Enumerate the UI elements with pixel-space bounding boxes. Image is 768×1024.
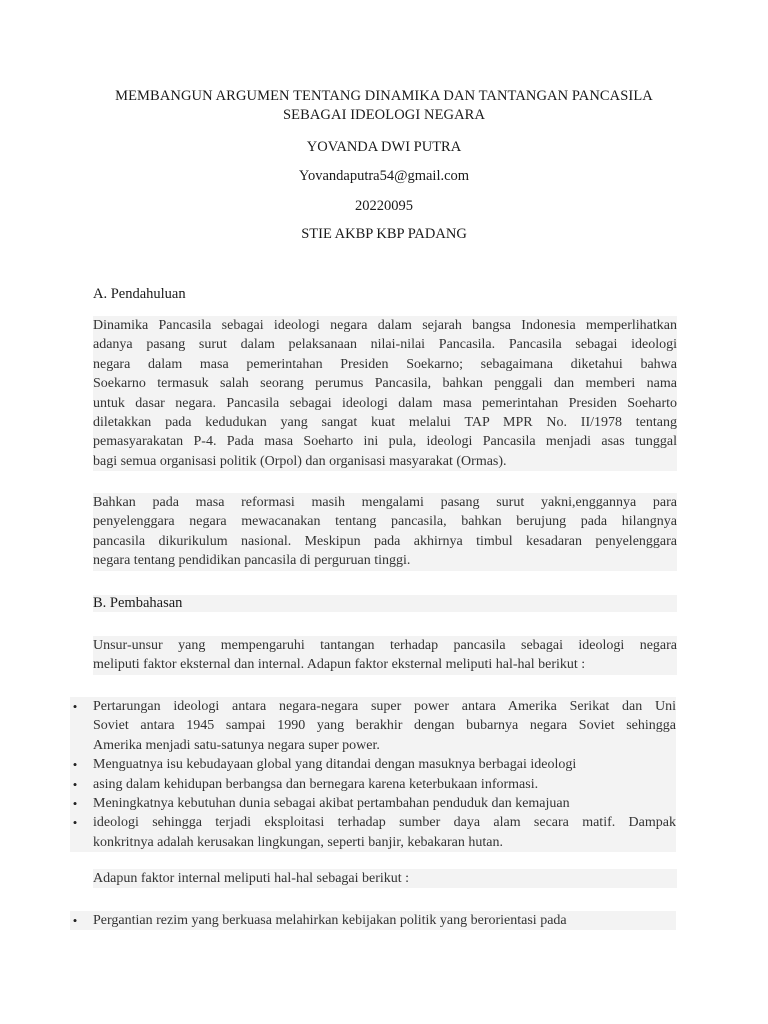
student-id: 20220095 <box>355 198 413 214</box>
text-line: Unsur-unsur yang mempengaruhi tantangan terhadap pancasila sebagai ideologi negara <box>93 638 677 653</box>
text-line: untuk dasar negara. Pancasila sebagai ideologi dalam masa pemerintahan Presiden Soeharto <box>93 395 677 411</box>
list-item <box>70 697 676 736</box>
list-item-continuation <box>70 736 676 755</box>
section-a-paragraph-2 <box>93 493 677 571</box>
section-a-heading: A. Pendahuluan <box>93 286 186 302</box>
text-line: Soviet antara 1945 sampai 1990 yang berakhir dengan bubarnya negara Soviet sehingga <box>93 718 676 734</box>
text-line: Meningkatnya kebutuhan dunia sebagai akibat pertambahan penduduk dan kemajuan <box>93 796 570 812</box>
text-line: Menguatnya isu kebudayaan global yang ditandai dengan masuknya berbagai ideologi <box>93 757 577 773</box>
text-line: penyelenggara negara mewacanakan tentang pancasila, bahkan berujung pada hilangnya <box>93 514 677 530</box>
institution-name: STIE AKBP KBP PADANG <box>301 226 467 242</box>
text-line: Pergantian rezim yang berkuasa melahirkan kebijakan politik yang berorientasi pada <box>93 913 567 928</box>
list-item <box>70 775 676 794</box>
list-item <box>70 911 676 930</box>
text-line: konkritnya adalah kerusakan lingkungan, seperti banjir, kebakaran hutan. <box>93 834 503 850</box>
text-line: ideologi sehingga terjadi eksploitasi terhadap sumber daya alam secara matif. Dampak <box>93 815 676 831</box>
title-line-2: SEBAGAI IDEOLOGI NEGARA <box>282 107 486 123</box>
text-line: negara dalam masa pemerintahan Presiden Soekarno; sebagaimana diketahui bahwa <box>93 356 677 372</box>
external-factors-list <box>70 697 676 852</box>
bullet-icon: • <box>72 776 78 792</box>
author-name: YOVANDA DWI PUTRA <box>306 139 462 155</box>
text-line: Amerika menjadi satu-satunya negara super power. <box>93 737 380 753</box>
section-a-paragraph-1 <box>93 316 677 471</box>
section-b-intro <box>93 636 677 675</box>
author-email: Yovandaputra54@gmail.com <box>298 168 470 184</box>
list-item <box>70 794 676 813</box>
text-line: asing dalam kehidupan berbangsa dan bernegara karena keterbukaan informasi. <box>93 776 539 792</box>
text-line: Adapun faktor internal meliputi hal-hal sebagai berikut : <box>93 871 410 886</box>
bullet-icon: • <box>72 757 78 773</box>
list-item <box>70 813 676 852</box>
bullet-icon: • <box>72 815 78 831</box>
section-b-heading: B. Pembahasan <box>93 595 677 612</box>
text-line: adanya pasang surut dalam pelaksanaan nilai-nilai Pancasila. Pancasila sebagai ideologi <box>93 337 677 353</box>
text-line: meliputi faktor eksternal dan internal. Adapun faktor eksternal meliputi hal-hal berikut : <box>93 657 586 673</box>
title-line-1: MEMBANGUN ARGUMEN TENTANG DINAMIKA DAN TANTANGAN PANCASILA <box>115 88 653 104</box>
list-item <box>70 755 676 774</box>
text-line: negara tentang pendidikan pancasila di perguruan tinggi. <box>93 553 411 569</box>
internal-factors-intro <box>93 869 677 888</box>
text-line: Dinamika Pancasila sebagai ideologi negara dalam sejarah bangsa Indonesia memperlihatkan <box>93 318 677 333</box>
text-line: pancasila dikurikulum nasional. Meskipun pada akhirnya timbul kesadaran penyelenggara <box>93 533 677 549</box>
text-line: pemasyarakatan P-4. Pada masa Soeharto ini pula, ideologi Pancasila menjadi asas tunggal <box>93 434 677 450</box>
text-line: Pertarungan ideologi antara negara-negara super power antara Amerika Serikat dan Uni <box>93 699 676 714</box>
internal-factors-list <box>70 911 676 930</box>
bullet-icon: • <box>72 796 78 812</box>
text-line: Bahkan pada masa reformasi masih mengalami pasang surut yakni,enggannya para <box>93 495 677 510</box>
bullet-icon: • <box>72 913 78 928</box>
text-line: diletakkan pada kedudukan yang sangat kuat melalui TAP MPR No. II/1978 tentang <box>93 415 677 431</box>
document-title <box>0 87 768 125</box>
text-line: bagi semua organisasi politik (Orpol) dan organisasi masyarakat (Ormas). <box>93 453 507 469</box>
text-line: Soekarno termasuk salah seorang perumus Pancasila, bahkan penggali dan memberi nama <box>93 376 677 392</box>
bullet-icon: • <box>72 699 78 714</box>
